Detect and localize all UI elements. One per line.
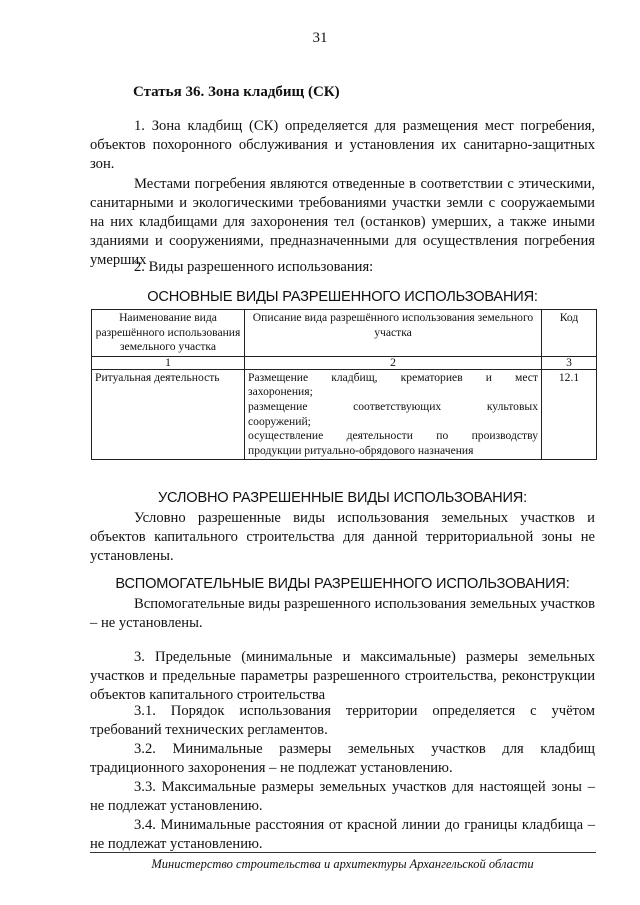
description-line: захоронения; [248, 385, 313, 399]
main-uses-table [91, 309, 597, 460]
main-uses-heading: ОСНОВНЫЕ ВИДЫ РАЗРЕШЕННОГО ИСПОЛЬЗОВАНИЯ: [147, 289, 538, 305]
column-number: 2 [245, 356, 542, 369]
footer-text: Министерство строительства и архитектуры Архангельской области [151, 857, 534, 871]
column-header-name: Наименование вида разрешённого использования земельного участка [92, 310, 245, 357]
table-header-row [92, 310, 597, 357]
limits-paragraph: 3. Предельные (минимальные и максимальные) размеры земельных участков и предельные параметры разрешенного строительства, реконструкции объектов капитального строительства [90, 649, 595, 703]
use-description-cell [245, 369, 542, 460]
paragraph-zone-definition: 1. Зона кладбищ (СК) определяется для размещения мест погребения, объектов похоронного обслуживания и установления их санитарно-защитных зон. [90, 118, 595, 172]
use-code-cell: 12.1 [542, 369, 597, 460]
limits-item-3-2: 3.2. Минимальные размеры земельных участков для кладбищ традиционного захоронения – не подлежат установлению. [90, 741, 595, 776]
conditional-uses-text: Условно разрешенные виды использования земельных участков и объектов капитального строительства для данной территориальной зоны не установлены. [90, 510, 595, 564]
paragraph-permitted-uses: 2. Виды разрешенного использования: [134, 259, 374, 275]
description-line: размещение соответствующих культовых [248, 399, 538, 413]
limits-item-3-3: 3.3. Максимальные размеры земельных участков для настоящей зоны – не подлежат установлению. [90, 779, 595, 814]
table-column-number-row [92, 356, 597, 369]
use-name-cell: Ритуальная деятельность [92, 369, 245, 460]
table-row [92, 369, 597, 460]
limits-item-3-1: 3.1. Порядок использования территории определяется с учётом требований технических регламентов. [90, 703, 595, 738]
description-line: осуществление деятельности по производству [248, 429, 538, 443]
auxiliary-uses-text: Вспомогательные виды разрешенного использования земельных участков – не установлены. [90, 596, 595, 631]
paragraph-burial-places: Местами погребения являются отведенные в соответствии с этическими, санитарными и экологическими требованиями участки земли с сооружаемыми на них кладбищами для захоронения тел (останков) умерших, а также иными зданиями и сооружениями, предназначенными для осуществления погребения умерших [90, 176, 595, 268]
column-header-description: Описание вида разрешённого использования земельного участка [245, 310, 542, 357]
description-line: Размещение кладбищ, крематориев и мест [248, 370, 538, 384]
column-header-code: Код [542, 310, 597, 357]
conditional-uses-heading: УСЛОВНО РАЗРЕШЕННЫЕ ВИДЫ ИСПОЛЬЗОВАНИЯ: [157, 490, 528, 506]
limits-item-3-4: 3.4. Минимальные расстояния от красной линии до границы кладбища – не подлежат установлению. [90, 817, 595, 852]
page-number: 31 [312, 30, 328, 46]
footer-divider [90, 852, 596, 853]
description-line: сооружений; [248, 414, 311, 428]
article-title: Статья 36. Зона кладбищ (СК) [133, 84, 340, 100]
auxiliary-uses-heading: ВСПОМОГАТЕЛЬНЫЕ ВИДЫ РАЗРЕШЕННОГО ИСПОЛЬЗОВАНИЯ: [115, 576, 570, 592]
description-line: продукции ритуально-обрядового назначения [248, 443, 474, 457]
column-number: 3 [542, 356, 597, 369]
column-number: 1 [92, 356, 245, 369]
